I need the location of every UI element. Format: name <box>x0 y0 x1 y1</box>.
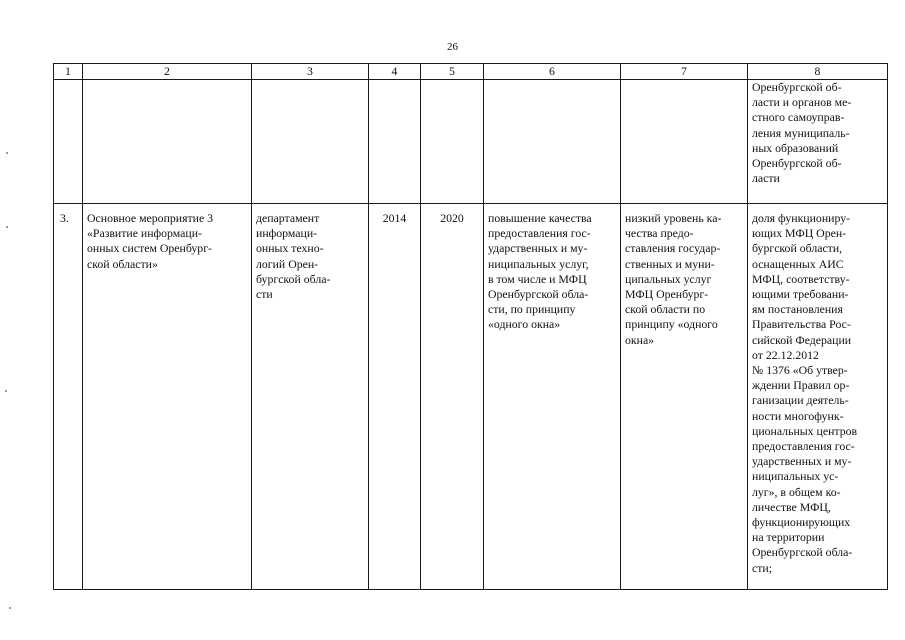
column-number: 8 <box>748 64 888 80</box>
table-cell <box>421 204 484 590</box>
page-number: 26 <box>447 41 458 53</box>
table-cell <box>421 80 484 204</box>
measure-name: Основное мероприятие 3 «Развитие информаци- онных систем Оренбург- ской области» <box>87 211 214 271</box>
column-number-row <box>54 64 888 80</box>
cell-text: Оренбургской об- ласти и органов ме- стного самоуправ- ления муниципаль- ных образований Оренбургской об- ласти <box>752 80 852 186</box>
table-cell <box>252 204 369 590</box>
column-number: 7 <box>621 64 748 80</box>
responsible-executor: департамент информаци- онных техно- логий Орен- бургской обла- сти <box>256 211 331 302</box>
measures-table <box>53 63 888 590</box>
table-cell <box>369 80 421 204</box>
table-cell <box>369 204 421 590</box>
scan-speck <box>6 152 8 154</box>
start-year: 2014 <box>382 211 407 225</box>
column-number: 4 <box>369 64 421 80</box>
non-implementation-consequences: низкий уровень ка- чества предо- ставления государ- ственных и муни- ципальных услуг МФЦ Оренбург- ской области по принципу «одного окна» <box>625 211 722 347</box>
row-number: 3. <box>60 211 69 225</box>
table-cell <box>748 204 888 590</box>
table-row <box>54 204 888 590</box>
expected-result: повышение качества предоставления гос- ударственных и му- ниципальных услуг, в том числе и МФЦ Оренбургской обла- сти, по принципу «одного окна» <box>488 211 592 332</box>
table-row <box>54 80 888 204</box>
column-number: 2 <box>83 64 252 80</box>
table-cell <box>83 80 252 204</box>
column-number: 1 <box>54 64 83 80</box>
column-number: 3 <box>252 64 369 80</box>
table-cell <box>83 204 252 590</box>
table-cell <box>484 204 621 590</box>
scan-speck <box>9 607 11 609</box>
column-number: 5 <box>421 64 484 80</box>
table-cell <box>54 204 83 590</box>
end-year: 2020 <box>440 211 464 225</box>
scan-speck <box>5 390 7 392</box>
indicator-link: доля функциониру- ющих МФЦ Орен- бургской области, оснащенных АИС МФЦ, соответству- ющими требовани- ям постановления Правительства Рос- сийской Федерации от 22.12.2012 № 1376 «Об утвер- ждении Правил ор- ганизации деятель- ности многофунк- циональных центров предоставления гос- ударственных и му- ниципальных ус- луг», в общем ко- личестве МФЦ, функционирующих на территории Оренбургской обла- сти; <box>752 211 858 575</box>
table-cell <box>621 204 748 590</box>
table-cell <box>54 80 83 204</box>
table-cell <box>748 80 888 204</box>
table-cell <box>252 80 369 204</box>
table-cell <box>484 80 621 204</box>
column-number: 6 <box>484 64 621 80</box>
table-cell <box>621 80 748 204</box>
scan-speck <box>6 226 8 228</box>
